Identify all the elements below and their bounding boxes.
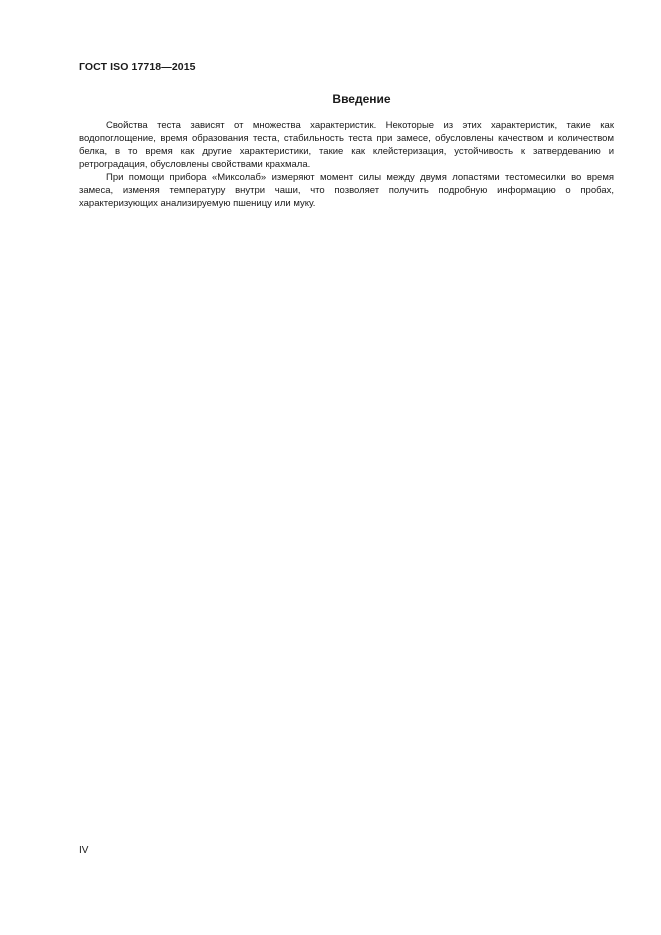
paragraph-1: Свойства теста зависят от множества характеристик. Некоторые из этих характеристик, такие как водопоглощение, время образования теста, стабильность теста при замесе, обусловлены качеством и количеством белка, в то время как другие характеристики, такие как клейстеризация, устойчивость к затвердеванию и ретроградация, обусловлены свойствами крахмала. [79, 120, 614, 170]
document-header-code: ГОСТ ISO 17718—2015 [79, 61, 196, 73]
page-number: IV [79, 845, 89, 856]
section-body [79, 119, 614, 210]
section-title: Введение [332, 92, 391, 106]
paragraph-2: При помощи прибора «Миксолаб» измеряют момент силы между двумя лопастями тестомесилки во время замеса, изменяя температуру внутри чаши, что позволяет получить подробную информацию о пробах, характеризующих анализируемую пшеницу или муку. [79, 172, 614, 209]
